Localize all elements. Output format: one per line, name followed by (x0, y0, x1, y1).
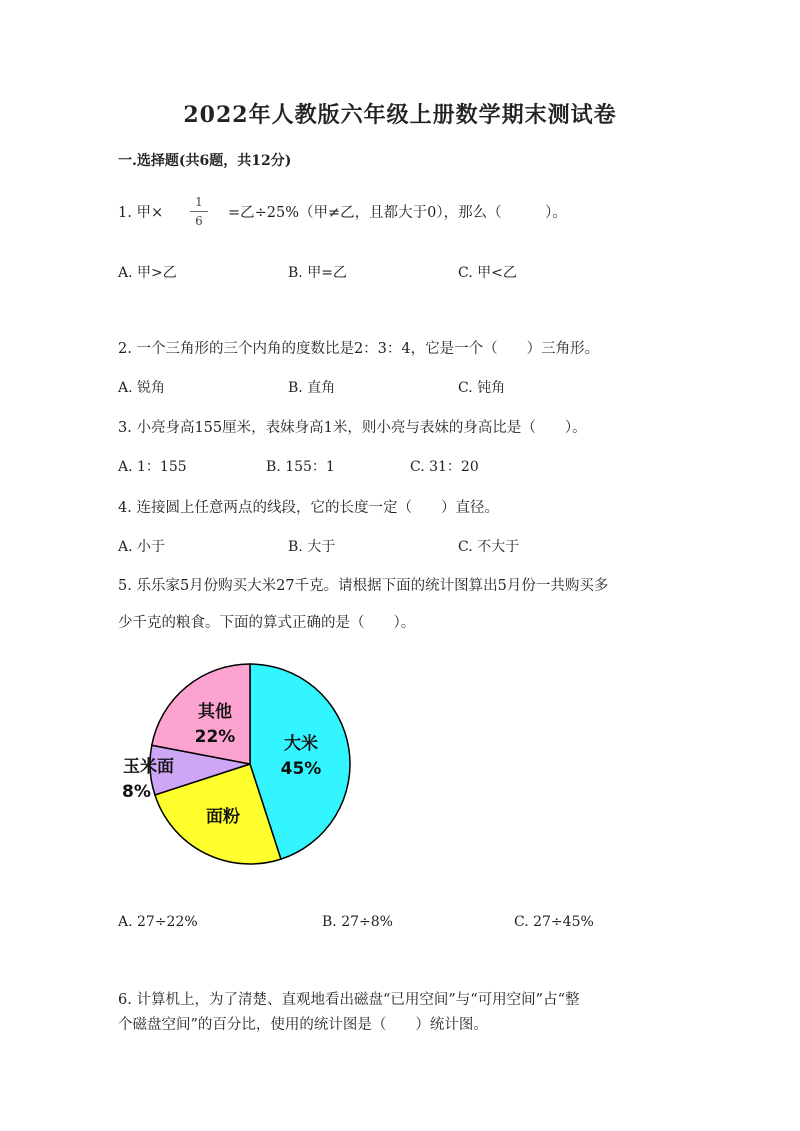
q4-option-a: A. 小于 (118, 539, 166, 555)
q1-fraction-denominator: 6 (195, 214, 203, 228)
q1-fraction (190, 196, 208, 227)
pie-slice-label: 玉米面 (123, 757, 174, 777)
q5-text-line2: 少千克的粮食。下面的算式正确的是（ ）。 (118, 615, 416, 631)
q1-prefix: 1. 甲× (118, 205, 164, 221)
page-title: 2022年人教版六年级上册数学期末测试卷 (183, 102, 617, 128)
q3-option-a: A. 1：155 (118, 459, 187, 475)
q1-option-c: C. 甲<乙 (458, 265, 517, 281)
section-heading: 一.选择题(共6题，共12分) (118, 153, 292, 169)
q3-option-b: B. 155：1 (266, 459, 335, 475)
q2-option-b: B. 直角 (288, 380, 336, 396)
q2-option-a: A. 锐角 (118, 380, 166, 396)
q5-option-a: A. 27÷22% (118, 914, 198, 930)
q3-option-c: C. 31：20 (410, 459, 479, 475)
q4-text: 4. 连接圆上任意两点的线段，它的长度一定（ ）直径。 (118, 500, 499, 516)
q5-text-line1: 5. 乐乐家5月份购买大米27千克。请根据下面的统计图算出5月份一共购买多 (118, 578, 609, 594)
q6-text-line1: 6. 计算机上，为了清楚、直观地看出磁盘“已用空间”与“可用空间”占“整 (118, 992, 580, 1008)
q4-option-c: C. 不大于 (458, 539, 520, 555)
pie-slice-value-label: 45% (280, 759, 322, 779)
pie-slice-label: 大米 (284, 734, 318, 754)
pie-slice-label: 其他 (198, 702, 232, 722)
q5-option-b: B. 27÷8% (322, 914, 393, 930)
pie-slice-value-label: 8% (122, 782, 151, 802)
q5-option-c: C. 27÷45% (514, 914, 594, 930)
q2-text: 2. 一个三角形的三个内角的度数比是2：3：4，它是一个（ ）三角形。 (118, 341, 600, 357)
q2-option-c: C. 钝角 (458, 380, 506, 396)
pie-chart (118, 662, 358, 877)
q4-option-b: B. 大于 (288, 539, 336, 555)
pie-slice-label: 面粉 (206, 807, 240, 827)
q1-option-b: B. 甲=乙 (288, 265, 347, 281)
pie-slice-value-label: 22% (194, 727, 236, 747)
q3-text: 3. 小亮身高155厘米，表妹身高1米，则小亮与表妹的身高比是（ ）。 (118, 420, 587, 436)
q1-fraction-numerator: 1 (190, 196, 208, 212)
q1-suffix: =乙÷25%（甲≠乙，且都大于0），那么（ ）。 (228, 205, 567, 221)
q6-text-line2: 个磁盘空间”的百分比，使用的统计图是（ ）统计图。 (118, 1017, 488, 1033)
q1-option-a: A. 甲>乙 (118, 265, 177, 281)
